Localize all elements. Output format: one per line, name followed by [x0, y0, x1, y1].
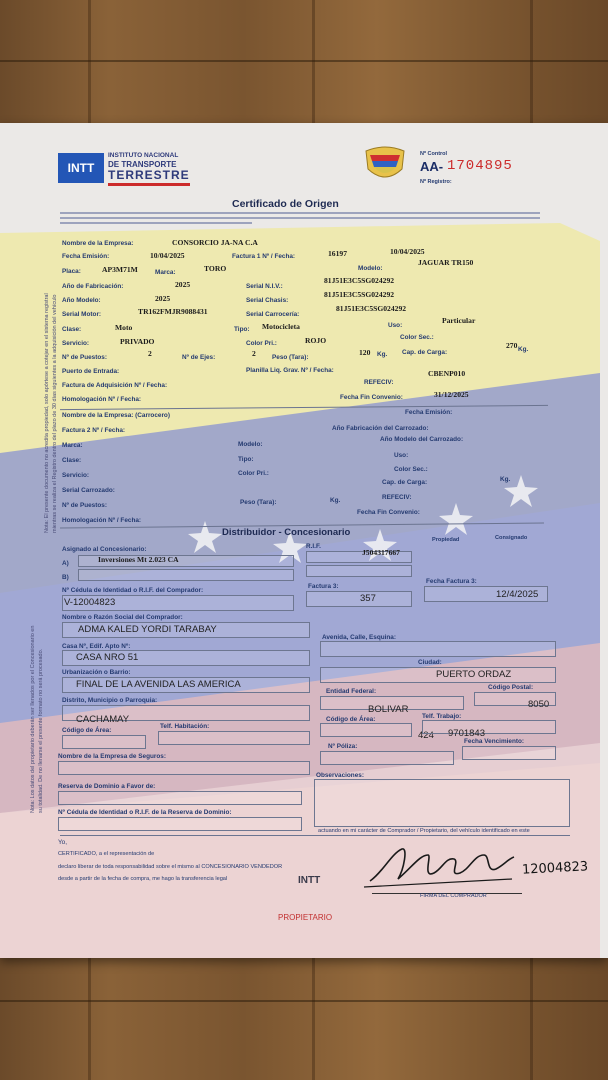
carrocero-modelo-label: Modelo: — [238, 441, 263, 448]
anio-mod-label: Año Modelo: — [62, 297, 101, 304]
carrocero-marca-label: Marca: — [62, 442, 83, 449]
carrocero-peso-unit: Kg. — [330, 497, 341, 504]
anio-fab-value: 2025 — [175, 280, 191, 289]
certificado-line1: CERTIFICADO, a el representación de — [58, 851, 155, 857]
servicio-label: Servicio: — [62, 340, 89, 347]
distrito-value: CACHAMAY — [76, 714, 130, 725]
seguros-field[interactable] — [58, 761, 310, 775]
ejes-label: Nº de Ejes: — [182, 354, 216, 361]
ciudad-value: PUERTO ORDAZ — [436, 669, 512, 680]
anio-mod-value: 2025 — [155, 294, 171, 303]
clase-value: Moto — [115, 323, 133, 332]
distribuidor-title: Distribuidor - Concesionario — [222, 527, 351, 538]
fecha-fin-label: Fecha Fin Convenio: — [340, 394, 403, 401]
peso-label: Peso (Tara): — [272, 354, 309, 361]
refeciv-value: CBENP010 — [428, 369, 466, 378]
actuando-text: actuando en mi carácter de Comprador / Propietario, del vehículo identificado en este — [318, 828, 530, 834]
serial-motor-label: Serial Motor: — [62, 311, 102, 318]
propietario-label: PROPIETARIO — [278, 913, 333, 922]
handwritten-id: 12004823 — [521, 859, 589, 878]
casa-value: CASA NRO 51 — [76, 652, 139, 663]
marca-value: TORO — [204, 264, 227, 273]
carrocero-uso-label: Uso: — [394, 452, 409, 459]
uso-value: Particular — [442, 316, 476, 325]
serial-niv-value: 81J51E3C5SG024292 — [324, 276, 395, 285]
carrocero-puestos-label: Nº de Puestos: — [62, 502, 107, 509]
control-number: 1704895 — [447, 158, 513, 174]
side-note-bottom: Nota: Los datos del propietario deberán ser llenados por el Concesionario en — [30, 625, 36, 813]
asignado-label: Asignado al Concesionario: — [62, 546, 147, 553]
seguros-label: Nombre de la Empresa de Seguros: — [58, 753, 166, 760]
page-title: Certificado de Origen — [232, 198, 339, 210]
puestos-value: 2 — [148, 349, 152, 358]
side-note-top: Nota: El presente documento no acredita propiedad, solo apórtese a cotejar en el sistema registral — [44, 293, 50, 533]
carrocero-anio-fab-label: Año Fabricación del Carrozado: — [332, 425, 429, 432]
vencimiento-field[interactable] — [462, 746, 556, 760]
uso-label: Uso: — [388, 322, 403, 329]
modelo-value: JAGUAR TR150 — [418, 258, 474, 267]
color-label: Color Pri.: — [246, 340, 277, 347]
factura3-label: Factura 3: — [308, 583, 339, 590]
yo-label: Yo, — [58, 839, 68, 846]
codigo-area2-value: 424 — [418, 730, 434, 741]
adquisicion-label: Factura de Adquisición Nº / Fecha: — [62, 382, 168, 389]
concesionario-b-field[interactable] — [78, 569, 294, 581]
org-name-line3: TERRESTRE — [108, 168, 190, 182]
reserva-label: Reserva de Dominio a Favor de: — [58, 783, 156, 790]
placa-value: AP3M71M — [102, 265, 138, 274]
nombre-value: ADMA KALED YORDI TARABAY — [78, 624, 217, 635]
vencimiento-label: Fecha Vencimiento: — [464, 738, 525, 745]
carrocero-homologacion-label: Homologación Nº / Fecha: — [62, 517, 142, 524]
marca-label: Marca: — [155, 269, 176, 276]
carga-unit: Kg. — [518, 346, 529, 353]
certificate-document — [0, 123, 608, 958]
firma-label: FIRMA DEL COMPRADOR — [420, 893, 487, 899]
carrocero-servicio-label: Servicio: — [62, 472, 89, 479]
planilla-label: Planilla Liq. Grav. Nº / Fecha: — [246, 367, 334, 374]
factura3-field[interactable] — [306, 591, 412, 607]
avenida-field[interactable] — [320, 641, 556, 657]
telf-hab-field[interactable] — [158, 731, 310, 745]
carrocero-carga-unit: Kg. — [500, 476, 511, 483]
rif-label: R.I.F. — [306, 543, 321, 550]
carga-value: 270 — [506, 341, 518, 350]
color-sec-label: Color Sec.: — [400, 334, 434, 341]
buyer-signature — [362, 843, 522, 895]
serial-niv-label: Serial N.I.V.: — [246, 283, 283, 290]
postal-value: 8050 — [528, 699, 550, 710]
entidad-label: Entidad Federal: — [326, 688, 377, 695]
carrocero-peso-label: Peso (Tara): — [240, 499, 277, 506]
peso-value: 120 — [359, 348, 371, 357]
carrocero-tipo-label: Tipo: — [238, 456, 254, 463]
telf-trabajo-field[interactable] — [422, 720, 556, 734]
concesionario-a-value: Inversiones Mt 2.023 CA — [98, 555, 179, 564]
postal-label: Código Postal: — [488, 684, 534, 691]
clase-label: Clase: — [62, 326, 82, 333]
codigo-area2-label: Código de Área: — [326, 716, 376, 723]
codigo-area2-field[interactable] — [320, 723, 412, 737]
carrocero-clase-label: Clase: — [62, 457, 82, 464]
cedula-value: V-12004823 — [64, 597, 116, 608]
entidad-value: BOLIVAR — [368, 704, 409, 715]
reserva-field[interactable] — [58, 791, 302, 805]
carrocero-serial-label: Serial Carrozado: — [62, 487, 115, 494]
org-underline — [108, 183, 190, 186]
propiedad-label: Propiedad — [432, 537, 460, 543]
intt-logo: INTT — [58, 153, 104, 183]
factura2-label: Factura 2 Nº / Fecha: — [62, 427, 126, 434]
factura-num: 16197 — [328, 249, 347, 258]
factura3-value: 357 — [360, 593, 376, 604]
anio-fab-label: Año de Fabricación: — [62, 283, 124, 290]
a-label: A) — [62, 560, 69, 567]
placa-label: Placa: — [62, 268, 81, 275]
serial-chasis-value: 81J51E3C5SG024292 — [324, 290, 395, 299]
serial-chasis-label: Serial Chasis: — [246, 297, 289, 304]
concesionario-a-rif-value: J504317667 — [362, 548, 400, 557]
telf-trabajo-label: Telf. Trabajo: — [422, 713, 462, 720]
urbanizacion-label: Urbanización o Barrio: — [62, 669, 131, 676]
fecha-fin-value: 31/12/2025 — [434, 390, 469, 399]
puerto-label: Puerto de Entrada: — [62, 368, 120, 375]
modelo-label: Modelo: — [358, 265, 383, 272]
urbanizacion-value: FINAL DE LA AVENIDA LAS AMERICA — [76, 679, 241, 690]
coat-of-arms-icon — [362, 145, 408, 185]
carrocero-refeciv-label: REFECIV: — [382, 494, 412, 501]
carrocero-anio-mod-label: Año Modelo del Carrozado: — [380, 436, 464, 443]
side-note-bottom-2: su totalidad. De no llenarse el presente formato no será procesado. — [38, 648, 44, 813]
refeciv-label: REFECIV: — [364, 379, 394, 386]
serial-carroceria-value: 81J51E3C5SG024292 — [336, 304, 407, 313]
certificado-line3: desde a partir de la fecha de compra, me hago la transferencia legal — [58, 876, 228, 882]
cedula-reserva-label: Nº Cédula de Identidad o R.I.F. de la Reserva de Dominio: — [58, 809, 232, 816]
peso-unit: Kg. — [377, 351, 388, 358]
factura-label: Factura 1 Nº / Fecha: — [232, 253, 296, 260]
ejes-value: 2 — [252, 349, 256, 358]
b-label: B) — [62, 574, 69, 581]
org-name-line1: INSTITUTO NACIONAL — [108, 152, 179, 159]
servicio-value: PRIVADO — [120, 337, 155, 346]
registro-label: Nº Registro: — [420, 179, 452, 185]
org-name-line2: DE TRANSPORTE — [108, 160, 177, 169]
homologacion-label: Homologación Nº / Fecha: — [62, 396, 142, 403]
puestos-label: Nº de Puestos: — [62, 354, 107, 361]
cedula-label: Nº Cédula de Identidad o R.I.F. del Comprador: — [62, 587, 204, 594]
codigo-area-label: Código de Área: — [62, 727, 112, 734]
certificado-line2: declaro liberar de toda responsabilidad sobre el mismo al CONCESIONARIO VENDEDOR — [58, 864, 283, 870]
tipo-label: Tipo: — [234, 326, 250, 333]
ciudad-label: Ciudad: — [418, 659, 442, 666]
fecha-factura3-label: Fecha Factura 3: — [426, 578, 477, 585]
factura-fecha: 10/04/2025 — [390, 247, 425, 256]
control-label: Nº Control — [420, 151, 448, 157]
fecha-emision-value: 10/04/2025 — [150, 251, 185, 260]
carga-label: Cap. de Carga: — [402, 349, 448, 356]
telf-hab-label: Telf. Habitación: — [160, 723, 210, 730]
poliza-field[interactable] — [320, 751, 454, 765]
observaciones-label: Observaciones: — [316, 772, 364, 779]
consignado-label: Consignado — [495, 535, 528, 541]
intt-footer-label: INTT — [298, 875, 321, 886]
carrocero-carga-label: Cap. de Carga: — [382, 479, 428, 486]
serial-motor-value: TR162FMJR9088431 — [138, 307, 208, 316]
declaration-line — [60, 835, 570, 836]
cedula-reserva-field[interactable] — [58, 817, 302, 831]
carrocero-color-label: Color Pri.: — [238, 470, 269, 477]
tipo-value: Motocicleta — [262, 322, 300, 331]
telf-trabajo-value: 9701843 — [448, 728, 485, 739]
avenida-label: Avenida, Calle, Esquina: — [322, 634, 396, 641]
wood-seam — [0, 60, 608, 62]
codigo-area-field[interactable] — [62, 735, 146, 749]
carrocero-color-sec-label: Color Sec.: — [394, 466, 428, 473]
fecha-emision-label: Fecha Emisión: — [62, 253, 110, 260]
empresa-value: CONSORCIO JA-NA C.A — [172, 238, 258, 247]
carrocero-fecha-emision-label: Fecha Emisión: — [405, 409, 453, 416]
fecha-factura3-value: 12/4/2025 — [496, 589, 539, 600]
side-note-top-2: mientras se realiza el Registro dentro del plazo de 30 días siguientes a la adquisición del vehículo — [52, 294, 58, 533]
intro-text — [60, 212, 540, 230]
carrocero-empresa-label: Nombre de la Empresa: (Carrocero) — [62, 412, 170, 419]
nombre-label: Nombre o Razón Social del Comprador: — [62, 614, 183, 621]
poliza-label: Nº Póliza: — [328, 743, 358, 750]
casa-label: Casa Nº, Edif. Apto Nº: — [62, 643, 131, 650]
control-prefix: AA- — [420, 159, 444, 174]
empresa-label: Nombre de la Empresa: — [62, 240, 134, 247]
concesionario-b-rif-field[interactable] — [306, 565, 412, 577]
wood-seam — [0, 1000, 608, 1002]
distrito-label: Distrito, Municipio o Parroquia: — [62, 697, 158, 704]
color-value: ROJO — [305, 336, 327, 345]
observaciones-field[interactable] — [314, 779, 570, 827]
carrocero-fecha-fin-label: Fecha Fin Convenio: — [357, 509, 420, 516]
serial-carroceria-label: Serial Carrocería: — [246, 311, 300, 318]
